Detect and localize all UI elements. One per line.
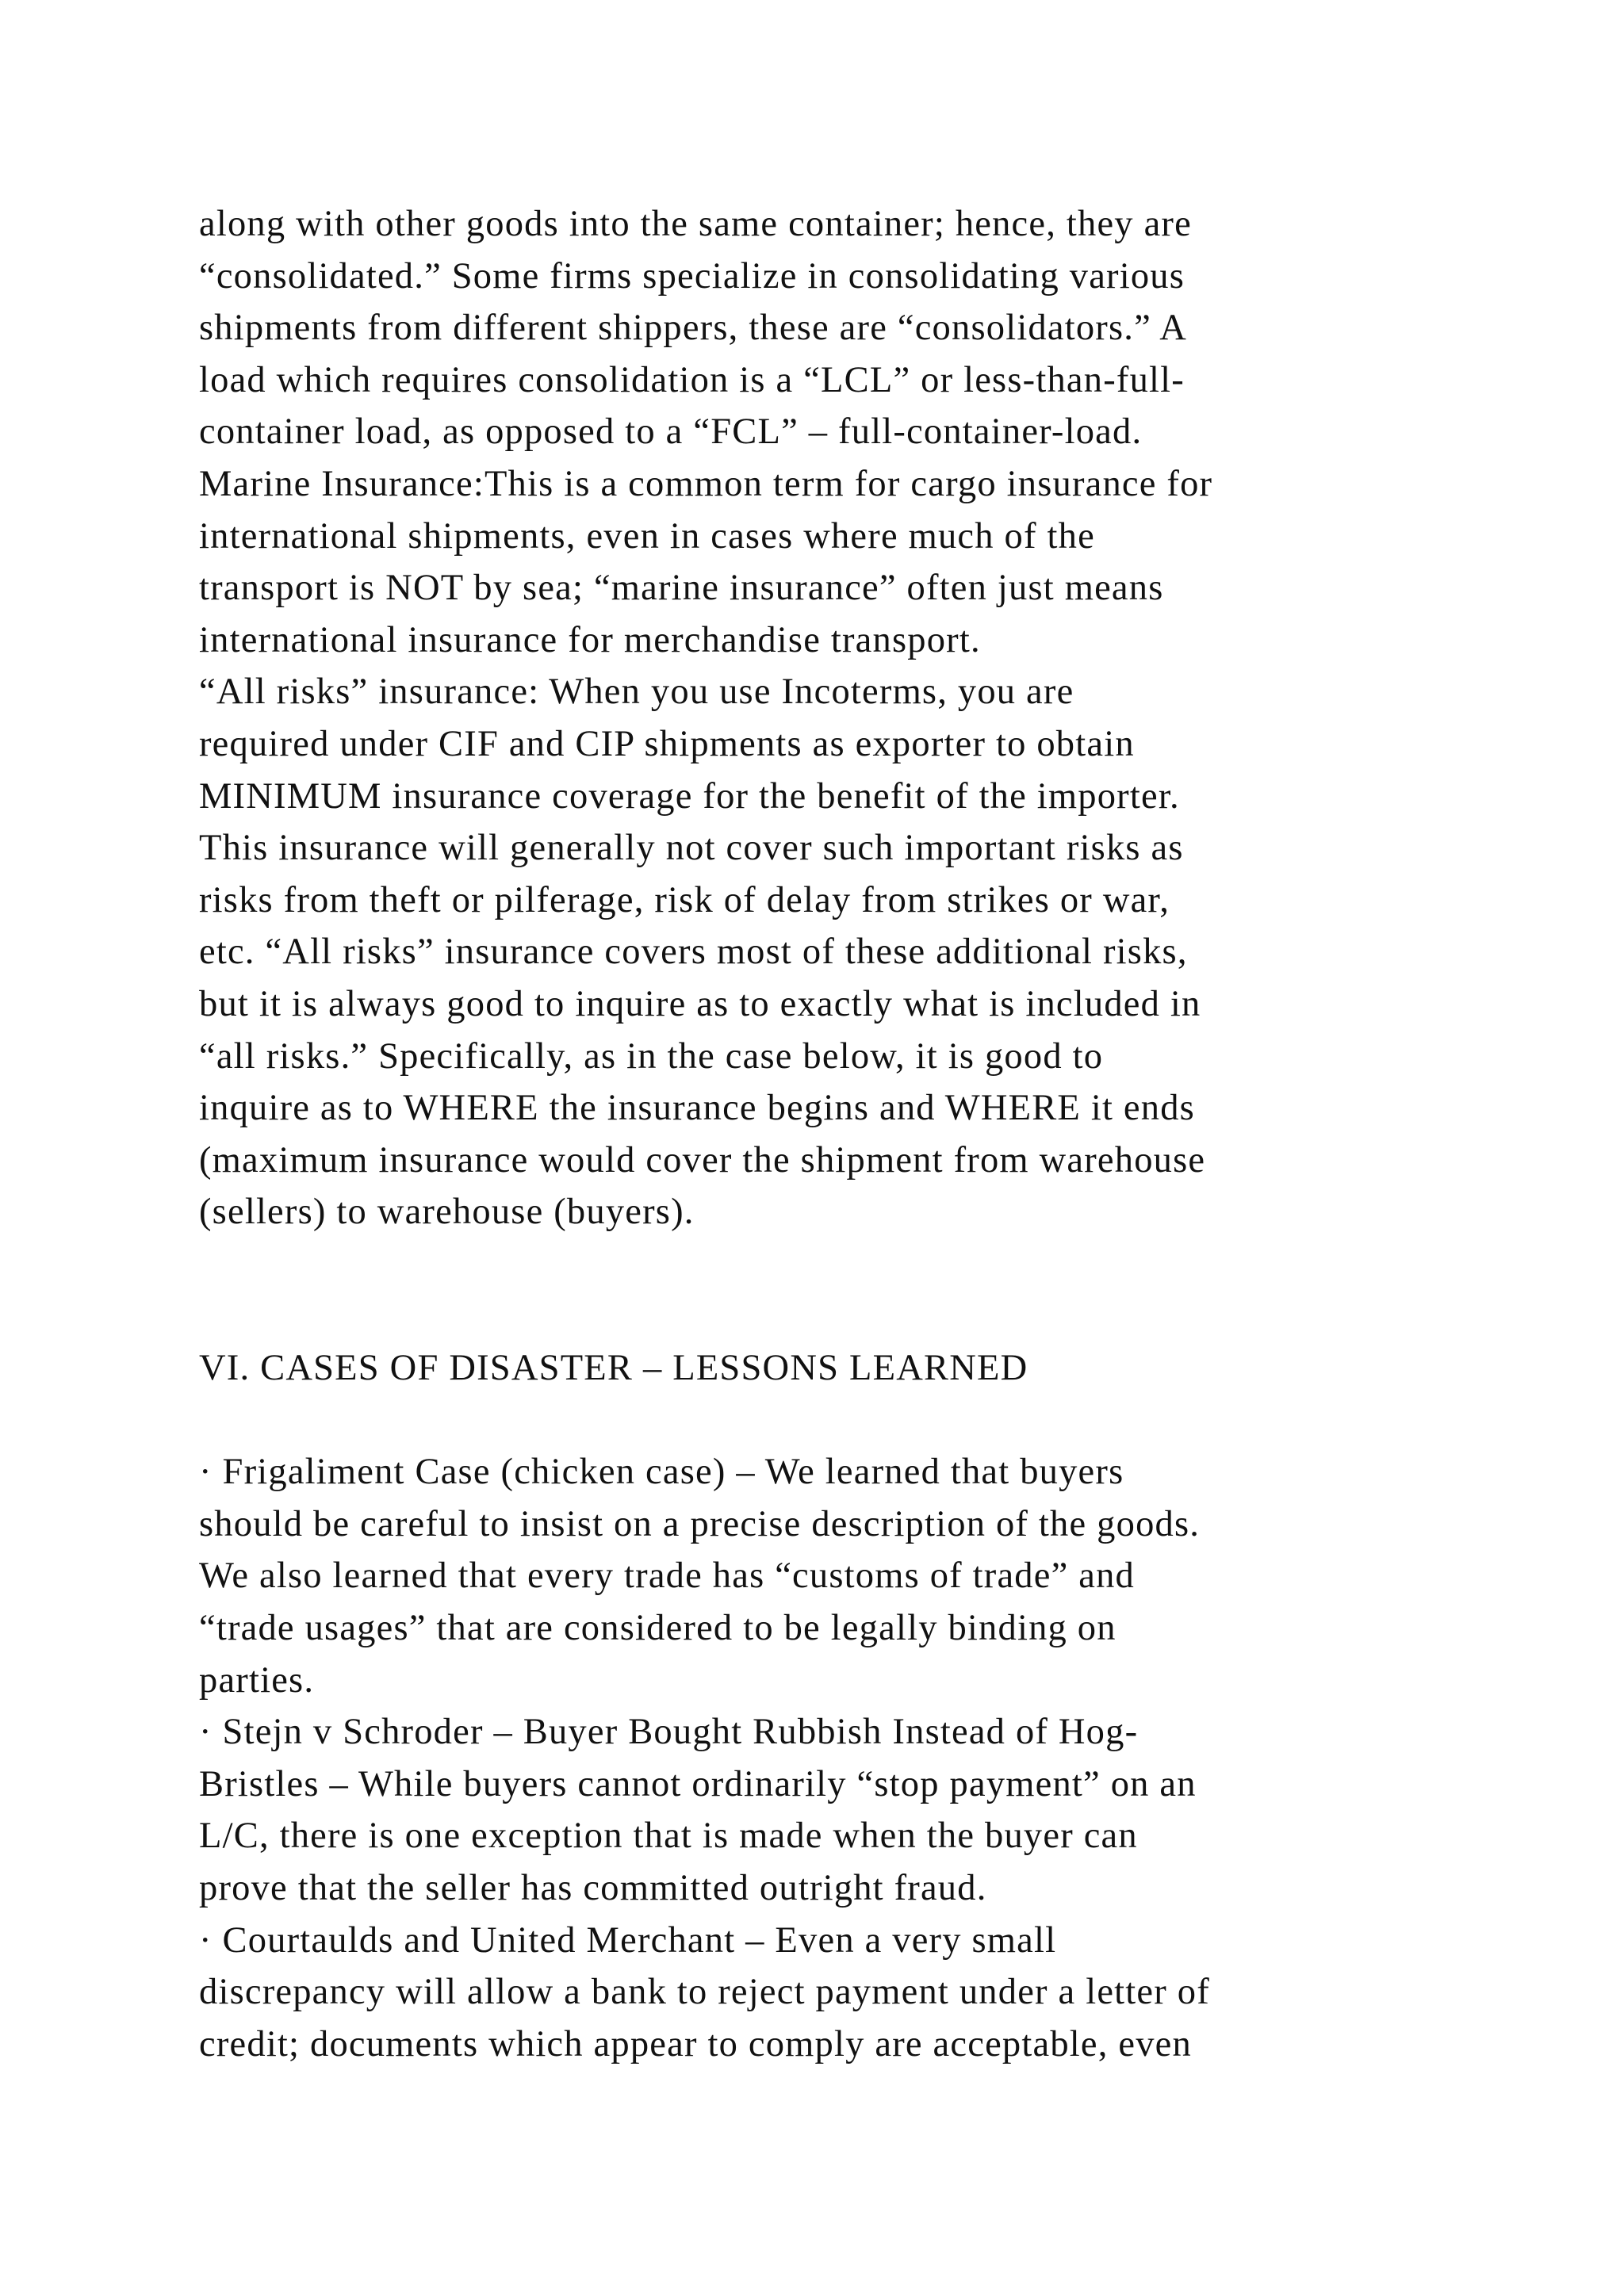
text-line: international shipments, even in cases where much of the [199, 515, 1095, 557]
blank-line [199, 1395, 1436, 1447]
case-list [199, 1446, 1436, 2070]
case-item-stejn [199, 1706, 1436, 1914]
paragraph-all-risks [199, 666, 1436, 1238]
text-line: but it is always good to inquire as to exactly what is included in [199, 983, 1201, 1024]
text-line: shipments from different shippers, these are “consolidators.” A [199, 308, 1187, 349]
text-line: “consolidated.” Some firms specialize in consolidating various [199, 255, 1185, 297]
text-line: “all risks.” Specifically, as in the case below, it is good to [199, 1035, 1104, 1077]
text-line: “trade usages” that are considered to be legally binding on [199, 1608, 1116, 1649]
text-line: parties. [199, 1659, 315, 1701]
text-line: This insurance will generally not cover such important risks as [199, 828, 1184, 869]
text-line: Bristles – While buyers cannot ordinarily “stop payment” on an [199, 1763, 1197, 1804]
paragraph-marine-insurance [199, 458, 1436, 666]
blank-line [199, 1290, 1436, 1342]
text-line: etc. “All risks” insurance covers most of these additional risks, [199, 932, 1188, 973]
text-line: · Frigaliment Case (chicken case) – We learned that buyers [199, 1452, 1124, 1493]
text-line: load which requires consolidation is a “LCL” or less-than-full- [199, 359, 1185, 400]
text-line: L/C, there is one exception that is made when the buyer can [199, 1816, 1138, 1857]
text-line: inquire as to WHERE the insurance begins and WHERE it ends [199, 1088, 1195, 1129]
text-line: required under CIF and CIP shipments as exporter to obtain [199, 723, 1135, 764]
text-line: should be careful to insist on a precise description of the goods. [199, 1503, 1201, 1544]
case-item-courtaulds [199, 1915, 1436, 2071]
text-line: discrepancy will allow a bank to reject payment under a letter of [199, 1972, 1210, 2013]
text-line: transport is NOT by sea; “marine insurance” often just means [199, 568, 1164, 609]
paragraph-consolidation [199, 198, 1436, 458]
text-line: risks from theft or pilferage, risk of delay from strikes or war, [199, 879, 1170, 920]
text-line: We also learned that every trade has “customs of trade” and [199, 1556, 1135, 1597]
text-line: credit; documents which appear to comply are acceptable, even [199, 2023, 1192, 2064]
text-line: (sellers) to warehouse (buyers). [199, 1192, 695, 1233]
text-column [199, 198, 1436, 2070]
text-line: MINIMUM insurance coverage for the benefit of the importer. [199, 775, 1180, 817]
case-item-frigaliment [199, 1446, 1436, 1706]
text-line: along with other goods into the same container; hence, they are [199, 204, 1192, 244]
section-heading: VI. CASES OF DISASTER – LESSONS LEARNED [199, 1348, 1028, 1389]
text-line: prove that the seller has committed outright fraud. [199, 1868, 987, 1908]
text-line: international insurance for merchandise transport. [199, 619, 981, 660]
blank-line [199, 1238, 1436, 1291]
text-line: Marine Insurance:This is a common term for cargo insurance for [199, 463, 1213, 504]
text-line: (maximum insurance would cover the shipment from warehouse [199, 1139, 1206, 1181]
section-heading-block [199, 1342, 1436, 1395]
text-line: · Courtaulds and United Merchant – Even a very small [199, 1919, 1057, 1961]
text-line: “All risks” insurance: When you use Incoterms, you are [199, 672, 1074, 713]
text-line: container load, as opposed to a “FCL” – full-container-load. [199, 411, 1143, 453]
text-line: · Stejn v Schroder – Buyer Bought Rubbish Instead of Hog- [199, 1712, 1139, 1753]
